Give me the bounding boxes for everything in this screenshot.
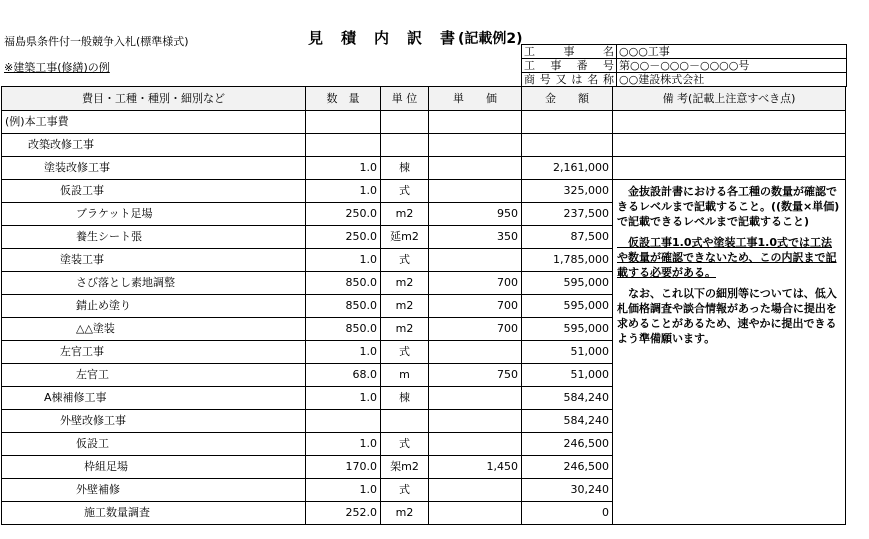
remarks-cell [613,180,846,525]
row-unit: 式 [381,433,429,456]
row-name: 枠組足場 [2,456,306,479]
row-name: さび落とし素地調整 [2,272,306,295]
row-amount: 51,000 [522,364,613,387]
estimate-table [1,86,846,525]
row-unit: 式 [381,180,429,203]
row-unit: m2 [381,318,429,341]
row-amount: 51,000 [522,341,613,364]
row-amount: 246,500 [522,433,613,456]
row-amount: 584,240 [522,387,613,410]
row-unit: m [381,364,429,387]
row-unit: m2 [381,295,429,318]
row-price [429,249,522,272]
row-amount: 0 [522,502,613,525]
project-info-label: 工事番号 [522,59,617,73]
project-info-value: ○○○工事 [617,45,847,59]
row-unit: 棟 [381,387,429,410]
row-amount [522,134,613,157]
row-price: 700 [429,318,522,341]
row-qty: 1.0 [306,180,381,203]
row-unit: 式 [381,479,429,502]
row-price [429,180,522,203]
project-info-row [522,59,847,73]
project-info-label: 商号又は名称 [522,73,617,87]
row-qty: 850.0 [306,295,381,318]
row-price [429,479,522,502]
row-amount: 595,000 [522,318,613,341]
row-unit: 式 [381,341,429,364]
row-amount: 246,500 [522,456,613,479]
row-name: 塗装工事 [2,249,306,272]
issuer-label: 福島県条件付一般競争入札(標準様式) [4,35,189,48]
row-remark [613,157,846,180]
row-name: 左官工事 [2,341,306,364]
row-qty [306,410,381,433]
remark-paragraph: 仮設工事1.0式や塗装工事1.0式では工法や数量が確認できないため、この内訳まで記載する必要がある。 [617,236,837,279]
row-unit: 架m2 [381,456,429,479]
remark-paragraph: なお、これ以下の細別等については、低入札価格調査や談合情報があった場合に提出を求めることがあるため、速やかに提出できるよう準備願います。 [617,287,837,345]
row-price: 350 [429,226,522,249]
row-name: ブラケット足場 [2,203,306,226]
row-name: A棟補修工事 [2,387,306,410]
row-price [429,387,522,410]
row-amount: 2,161,000 [522,157,613,180]
row-unit: m2 [381,203,429,226]
row-price [429,341,522,364]
row-name: (例)本工事費 [2,111,306,134]
row-unit: 式 [381,249,429,272]
row-qty: 1.0 [306,249,381,272]
row-price: 700 [429,272,522,295]
row-amount: 595,000 [522,295,613,318]
row-unit: m2 [381,272,429,295]
row-amount: 595,000 [522,272,613,295]
project-info-table [521,44,847,87]
row-name: 錆止め塗り [2,295,306,318]
row-name: 改築改修工事 [2,134,306,157]
row-name: 外壁補修 [2,479,306,502]
row-name: 塗装改修工事 [2,157,306,180]
col-header-remark: 備 考(記載上注意すべき点) [613,87,846,111]
row-unit [381,134,429,157]
row-price [429,111,522,134]
row-amount: 325,000 [522,180,613,203]
row-qty: 68.0 [306,364,381,387]
table-header-row [2,87,846,111]
row-amount: 87,500 [522,226,613,249]
example-note: ※建築工事(修繕)の例 [4,61,110,74]
row-name: 養生シート張 [2,226,306,249]
table-row [2,134,846,157]
col-header-price: 単 価 [429,87,522,111]
row-unit [381,111,429,134]
row-qty: 250.0 [306,203,381,226]
row-price: 700 [429,295,522,318]
row-price [429,433,522,456]
row-price: 750 [429,364,522,387]
row-qty: 170.0 [306,456,381,479]
project-info-label: 工事名 [522,45,617,59]
project-info-row [522,45,847,59]
row-price [429,157,522,180]
project-info-value: 第○○－○○○－○○○○号 [617,59,847,73]
table-row [2,157,846,180]
col-header-qty: 数 量 [306,87,381,111]
table-row [2,111,846,134]
row-unit: 延m2 [381,226,429,249]
row-amount: 30,240 [522,479,613,502]
row-price [429,134,522,157]
row-qty: 850.0 [306,272,381,295]
row-unit: m2 [381,502,429,525]
row-price [429,502,522,525]
project-info-row [522,73,847,87]
row-qty: 250.0 [306,226,381,249]
col-header-name: 費目・工種・種別・細別など [2,87,306,111]
document-title: 見積内訳書 [308,29,474,47]
row-name: 仮設工 [2,433,306,456]
row-qty: 850.0 [306,318,381,341]
row-qty [306,111,381,134]
row-qty: 1.0 [306,433,381,456]
row-price: 950 [429,203,522,226]
row-qty: 1.0 [306,157,381,180]
col-header-amount: 金 額 [522,87,613,111]
row-qty: 252.0 [306,502,381,525]
col-header-unit: 単 位 [381,87,429,111]
row-unit [381,410,429,433]
row-name: △△塗装 [2,318,306,341]
row-price: 1,450 [429,456,522,479]
row-unit: 棟 [381,157,429,180]
row-name: 仮設工事 [2,180,306,203]
row-qty: 1.0 [306,479,381,502]
row-remark [613,111,846,134]
row-qty [306,134,381,157]
remark-paragraph: 金抜設計書における各工種の数量が確認できるレベルまで記載すること。((数量×単価)で記載できるレベルまで記載すること) [617,185,840,228]
row-price [429,410,522,433]
row-qty: 1.0 [306,341,381,364]
row-amount: 1,785,000 [522,249,613,272]
row-remark [613,134,846,157]
row-amount: 237,500 [522,203,613,226]
row-name: 施工数量調査 [2,502,306,525]
row-amount [522,111,613,134]
row-qty: 1.0 [306,387,381,410]
table-row [2,180,846,203]
row-name: 外壁改修工事 [2,410,306,433]
project-info-value: ○○建設株式会社 [617,73,847,87]
row-name: 左官工 [2,364,306,387]
row-amount: 584,240 [522,410,613,433]
document-subtitle: (記載例2) [458,31,523,47]
